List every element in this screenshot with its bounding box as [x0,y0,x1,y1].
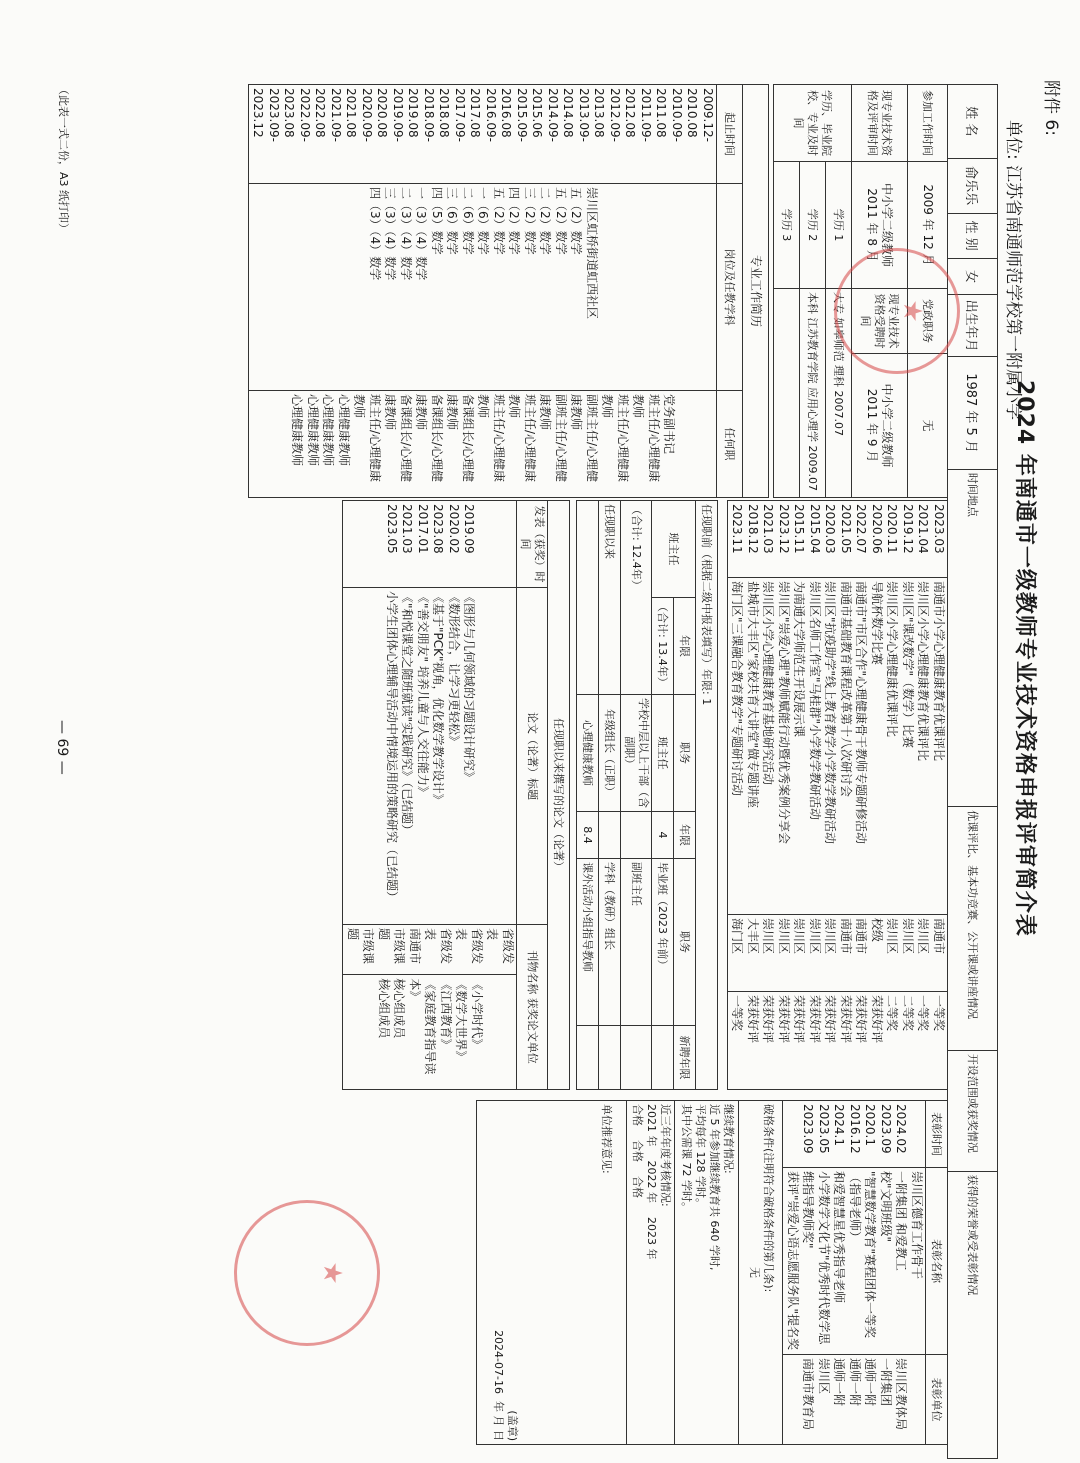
duty-row1-years: 4 [652,812,674,859]
awards-table [727,500,948,1090]
attachment-label: 附件 6: [1041,80,1061,136]
duty-row4-new [577,1026,599,1090]
label-edu2: 学历 2 [800,162,826,289]
continuing-education: 继续教育情况: 近 5 年参加继续教育共 640 学时, 平均每年 128 学时。 其中公需课 72 学时。 [675,1101,739,1445]
awards-names: 南通市小学心理健康教育优课评比 崇川区小学心理健康教育优课评比 崇川区"课改数学"（数学）比赛 崇川区小学心理健康优课评比 导航杯数学比赛 南通市"市区合作"心理健康骨干教师专题研修活动 南通市基础教育课程改革第十八次研讨会 崇川区"抗疫助学"线上教育教学小学数学教研活动 崇川区名师工作室"马桂群"小学数学教研活动 为南通大学师范生开设展示课 崇川区"崇爱心理"教师赋能行动暨优秀案例分享会 崇川区小学心理健康教育基地研究活动 盐城市大丰区"家校共育大讲堂"做专题讲座 海门区"三课融合教育教学"专题研讨活动 [728,578,948,915]
form-title: 2024 年南通市一级教师专业技术资格申报评审简介表 [1012,380,1037,937]
label-edu3: 学历 3 [774,162,800,289]
label-education: 学历、毕业院校、专业及时间 [774,85,852,162]
value-work-start: 2009 年 12 月 [908,162,948,289]
col-years: 年限 [674,812,696,859]
school-seal-stamp: ★ [834,248,960,374]
col-new-years: 新聘年限 [674,1026,696,1090]
label-name: 姓 名 [948,85,998,159]
value-edu3 [774,289,800,498]
class-teacher-total: （合计: 13.4年） [652,598,674,695]
honors-col-unit: 表彰单位 [926,1355,948,1445]
label-class-teacher: 班主任 [652,501,696,598]
col-duty2: 职务 [674,859,696,1026]
duty-row3-name2: 学科（教研）组长 [599,859,621,1026]
duty-row3-years [599,812,621,859]
awards-col-time: 时间地点 [948,469,998,806]
papers-titles: 《图形与几何领域的习题设计研究》 《数形结合，让学习更轻松》 《基于"PCK"视角，优化数学教学设计》 《"善交朋友" 培养儿童与人交往能力》 《"和悦课堂之随班就读"实践研究》（已结题） 小学生团体心理辅导活动中情境运用的策略研究（已结题） [343,588,517,925]
work-history-title: 专业工作简历 [743,85,769,498]
work-col-post: 岗位及任教学科 [717,184,743,391]
label-gender: 性 别 [948,213,998,258]
work-col-role: 任何职 [717,391,743,498]
papers-table [343,500,571,1090]
awards-scopes: 南通市 崇川区 崇川区 崇川区 校级 南通市 南通市 崇川区 崇川区 崇川区 崇川区 崇川区 大丰区 海门区 [728,915,948,992]
papers-journals: 《小学时代》 《数学大世界》 《江西教育》 《家庭教育指导读本》 核心组成员 核心组成员 [343,975,517,1090]
value-name: 俞乐乐 [948,158,998,213]
label-edu1: 学历 1 [826,162,852,289]
duties-before-title: 任现职前（根据二级中报表填写）年限: 1 [696,501,718,1090]
assessment: 近三年年度考核情况: 2021 年 2022 年 2023 年 合格 合格 合格 [627,1101,675,1445]
work-history-table [248,84,769,498]
label-tech-title: 现专业技术资格及评审时间 [852,85,908,162]
exception-clause: 破格条件(注明符合破格条件的第几条): 无 [739,1101,783,1445]
awards-times: 2023.03 2021.04 2019.12 2020.11 2020.06 2022.07 2021.05 2020.03 2015.04 2015.11 2023.12 2021.03 2018.12 2023.11 [728,501,948,578]
work-col-period: 起止时间 [717,85,743,184]
value-party: 无 [908,354,948,498]
value-tech-hire: 中小学二级教师 2011 年 9 月 [852,354,908,498]
duty-row4-years: 8.4 [577,812,599,859]
honors-col-name: 表彰名称 [926,1168,948,1355]
awards-col-name: 优课评比、基本功竞赛、公开课或讲座情况 [948,807,998,1051]
duty-row3-name: 年级组长（正职） [599,695,621,812]
page-number: — 69 — [54,720,70,775]
duty-blank [577,501,599,695]
col-duty: 职务 [674,695,696,812]
work-periods: 2009.12-2010.08 2010.09-2011.08 2011.09-2012.08 2012.09-2013.08 2013.09-2014.08 2014.09-2015.06 2015.09-2016.08 2016.09-2017.08 2017.09-2018.08 2018.09-2019.08 2019.09-2020.08 2020.09-2021.08 2021.09-2022.08 2022.09-2023.08 2023.09-2023.12 [249,85,717,184]
papers-col-time: 发表（获奖）时间 [517,501,548,588]
duty-row1-name2: 毕业班（2023 年前） [652,859,674,1026]
value-edu2: 本科 江苏教育学院 应用心理学 2009.07 [800,289,826,498]
duty-row1-name: 班主任 [652,695,674,812]
duty-row1-new [652,1026,674,1090]
awards-results: 一等奖 一等奖 二等奖 二等奖 荣获好评 荣获好评 荣获好评 荣获好评 荣获好评 荣获好评 荣获好评 荣获好评 荣获好评 一等奖 [728,992,948,1090]
since-title-label: 任现职以来 [599,501,621,695]
value-gender: 女 [948,258,998,294]
duty-row2-name2: 副班主任 [621,859,652,1026]
value-birth: 1987 年 5 月 [948,357,998,470]
duty-row2-name: 学校中层以上干部（含副职） [621,695,652,812]
work-roles: 党务副书记 班主任/心理健康教师 班主任/心理健康教师 副班主任/心理健康教师 副班主任/心理健康教师 班主任/心理健康教师 班主任/心理健康教师 备课组长/心理健康教师 备课组长/心理健康教师 备课组长/心理健康教师 班主任/心理健康教师 心理健康教师 心理健康教师 心理健康教师 心理健康教师 [249,391,717,498]
duty-row2-new [621,1026,652,1090]
awards-col-scope: 开设范围或获奖情况 [948,1050,998,1171]
unit-seal-stamp: ★ [234,1200,380,1346]
label-party: 党政职务 [908,289,948,354]
honors-times: 2024.02 2023.09 2020.1 2016.12 2024.1 2023.05 2023.09 [783,1101,926,1168]
honors-names: 崇川区德育工作骨干 一附集团 和爱教工 校"文明班级" "智慧数学教育"赛程团体一等奖（指导老师） 和爱智慧星优秀指导老师 小学数学文化节"优秀时代数学思维指导教师奖" 获评"崇爱心语志愿服务队"提名奖 [783,1168,926,1355]
unit-recommendation: 单位推荐意见: (盖章) 2024-07-16 年 月 日 [477,1101,627,1445]
honors-header: 获得的荣誉或受表彰情况 [948,1171,998,1458]
honors-col-time: 表彰时间 [926,1101,948,1168]
honors-units: 崇川区教体局 一附集团 通师一附 通师一附 通师一附 崇川区 南通市教育局 [783,1355,926,1445]
papers-times: 2019.09 2020.02 2023.08 2017.01 2021.03 2023.05 [343,501,517,588]
papers-col-title: 论文（论著）标题 [517,588,548,925]
duties-table [576,500,718,1090]
unit-line: 单位: 江苏省南通师范学校第一附属小学 [1003,120,1023,421]
duty-row3-new [599,1026,621,1090]
duty-row2-years [621,812,652,859]
label-work-start: 参加工作时间 [908,85,948,162]
duty-row4-name2: 课外活动小组指导教师 [577,859,599,1026]
duty-row4-name: 心理健康教师 [577,695,599,812]
work-posts: 崇川区虹桥街道虹西社区 五（2）数学 五（2）数学 二（2）数学 三（2）数学 四（2）数学 五（2）数学 一（6）数学 二（6）数学 三（6）数学 四（5）数学 一（3）（4）数学 二（3）（4）数学 三（3）（4）数学 四（3）（4）数学 [249,184,717,391]
value-tech-title: 中小学二级教师 2011 年 8 月 [852,162,908,289]
label-years: 年限 [674,598,696,695]
label-birth: 出生年月 [948,294,998,356]
print-note: （此表一式二份，A3 纸打印） [57,84,70,235]
papers-title: 任现职以来撰写的论文（论著） [548,501,570,1090]
label-tech-hire: 现专业技术资格受聘时间 [852,289,908,354]
papers-levels: 省级发表 省级发表 省级发表 南通市 市级课题 市级课题 [343,925,517,975]
since-title-total: （合计: 12.4年） [621,501,652,695]
value-edu1: 大专 如皋师范 理科 2007.07 [826,289,852,498]
papers-col-journal: 刊物名称 获奖论文单位 [517,925,548,1090]
honors-table [477,1100,949,1445]
